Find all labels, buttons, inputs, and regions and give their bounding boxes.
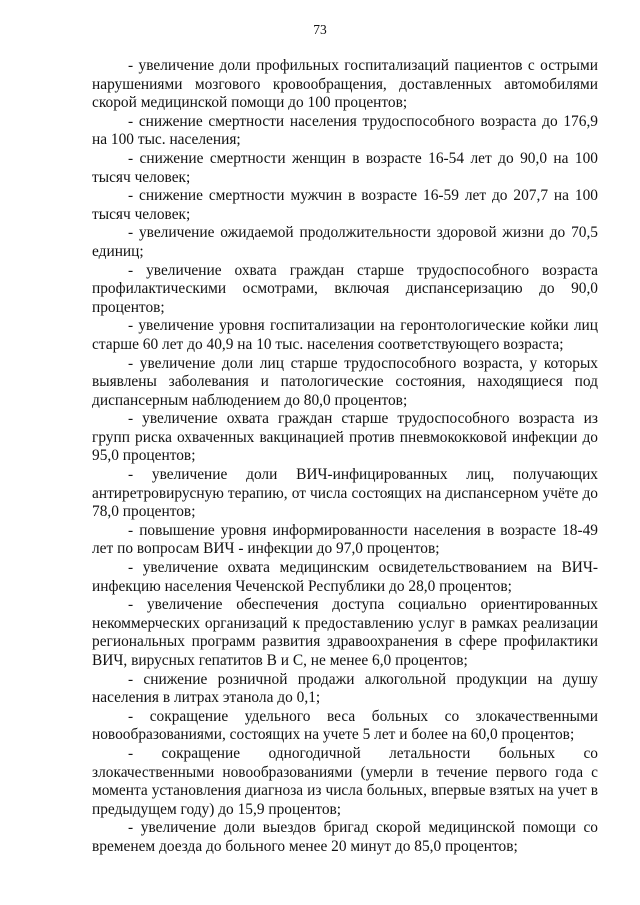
list-item: - увеличение доли лиц старше трудоспособного возраста, у которых выявлены заболевания и патологические состояния, находящиеся под диспансерным наблюдением до 80,0 процентов;: [92, 354, 598, 409]
list-item: - увеличение доли выездов бригад скорой медицинской помощи со временем доезда до больного менее 20 минут до 85,0 процентов;: [92, 819, 598, 855]
document-body: [92, 57, 598, 857]
list-item: - увеличение охвата медицинским освидетельствованием на ВИЧ-инфекцию населения Чеченской Республики до 28,0 процентов;: [92, 559, 598, 595]
list-item: - снижение смертности населения трудоспособного возраста до 176,9 на 100 тыс. населения;: [92, 112, 598, 149]
list-item: - увеличение доли ВИЧ-инфицированных лиц, получающих антиретровирусную терапию, от числа состоящих на диспансерном учёте до 78,0 процентов;: [92, 466, 598, 521]
page-number: 73: [313, 22, 327, 37]
list-item: - снижение смертности женщин в возрасте 16-54 лет до 90,0 на 100 тысяч человек;: [92, 149, 598, 186]
list-item: - увеличение доли профильных госпитализаций пациентов с острыми нарушениями мозгового кровообращения, доставленных автомобилями скорой медицинской помощи до 100 процентов;: [92, 57, 598, 112]
list-item: - увеличение охвата граждан старше трудоспособного возраста из групп риска охваченных вакцинацией против пневмококковой инфекции до 95,0 процентов;: [92, 410, 598, 465]
list-item: - снижение розничной продажи алкогольной продукции на душу населения в литрах этанола до 0,1;: [92, 670, 598, 707]
list-item: - увеличение уровня госпитализации на геронтологические койки лиц старше 60 лет до 40,9 на 10 тыс. населения соответствующего возраста;: [92, 317, 598, 353]
list-item: - увеличение ожидаемой продолжительности здоровой жизни до 70,5 единиц;: [92, 224, 598, 260]
list-item: - снижение смертности мужчин в возрасте 16-59 лет до 207,7 на 100 тысяч человек;: [92, 187, 598, 223]
list-item: - увеличение охвата граждан старше трудоспособного возраста профилактическими осмотрами, включая диспансеризацию до 90,0 процентов;: [92, 261, 598, 316]
list-item: - сокращение удельного веса больных со злокачественными новообразованиями, состоящих на учете 5 лет и более на 60,0 процентов;: [92, 707, 598, 744]
list-item: - сокращение одногодичной летальности больных со злокачественными новообразованиями (умерли в течение первого года с момента установления диагноза из числа больных, впервые взятых на учет в предыдущем году) до 15,9 процентов;: [92, 744, 598, 818]
list-item: - повышение уровня информированности населения в возрасте 18-49 лет по вопросам ВИЧ - инфекции до 97,0 процентов;: [92, 521, 598, 558]
list-item: - увеличение обеспечения доступа социально ориентированных некоммерческих организаций к предоставлению услуг в рамках реализации региональных программ развития здравоохранения в сфере профилактики ВИЧ, вирусных гепатитов В и С, не менее 6,0 процентов;: [92, 596, 598, 669]
